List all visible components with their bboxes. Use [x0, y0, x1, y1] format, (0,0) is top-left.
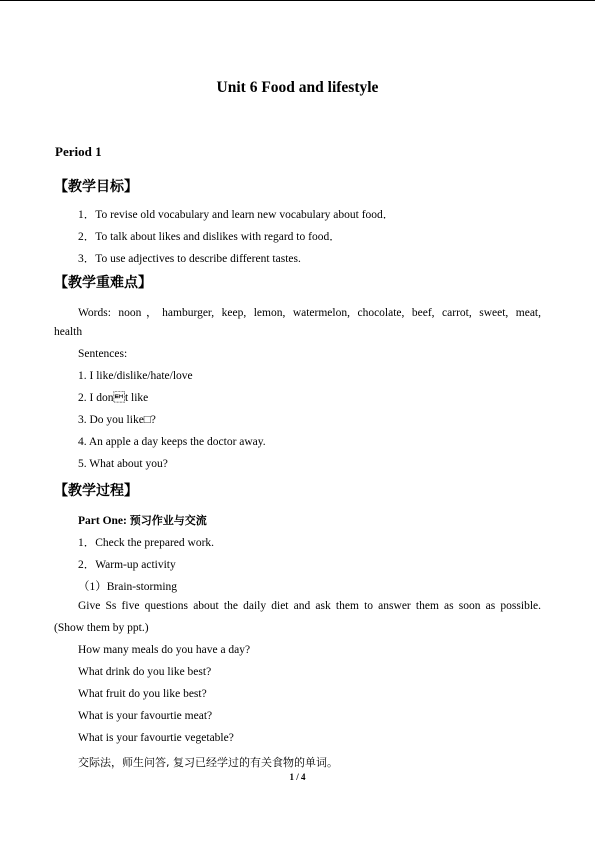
sentence-item-2: 2. I dont like: [78, 392, 149, 404]
objective-item-2: 2．To talk about likes and dislikes with regard to food．: [78, 231, 341, 243]
step-item-2: 2．Warm-up activity: [78, 559, 176, 571]
question-item-3: What fruit do you like best?: [78, 688, 207, 700]
objective-item-1: 1．To revise old vocabulary and learn new vocabulary about food．: [78, 209, 395, 221]
activity-paragraph-continued: (Show them by ppt.): [54, 622, 149, 634]
objective-item-3: 3．To use adjectives to describe different tastes.: [78, 253, 301, 265]
step-item-3: （1）Brain-storming: [78, 581, 178, 593]
words-line-continued: health: [54, 326, 83, 338]
sentence-item-1: 1. I like/dislike/hate/love: [78, 370, 193, 382]
period-heading: Period 1: [55, 144, 102, 159]
sentence-item-5: 5. What about you?: [78, 458, 168, 470]
closing-note: 交际法，师生问答, 复习已经学过的有关食物的单词。: [78, 756, 338, 769]
part-one-title: 预习作业与交流: [129, 514, 207, 527]
question-item-5: What is your favourtie vegetable?: [78, 732, 234, 744]
section-heading-process: 【教学过程】: [54, 483, 138, 499]
sentence-item-4: 4. An apple a day keeps the doctor away.: [78, 436, 266, 448]
question-item-2: What drink do you like best?: [78, 666, 212, 678]
sentences-label: Sentences:: [78, 348, 128, 360]
section-heading-key-points: 【教学重难点】: [54, 275, 152, 291]
document-title: Unit 6 Food and lifestyle: [216, 79, 379, 96]
words-line: Words: noon，hamburger, keep, lemon, watermelon, chocolate, beef, carrot, sweet, meat,: [78, 307, 541, 319]
question-item-1: How many meals do you have a day?: [78, 644, 251, 656]
section-heading-objectives: 【教学目标】: [54, 179, 138, 195]
activity-paragraph: Give Ss five questions about the daily diet and ask them to answer them as soon as possible.: [78, 600, 541, 612]
part-one-heading: [78, 512, 207, 528]
part-one-label: Part One:: [78, 515, 127, 527]
step-item-1: 1．Check the prepared work.: [78, 537, 215, 549]
question-item-4: What is your favourtie meat?: [78, 710, 213, 722]
sentence-item-3: 3. Do you like□?: [78, 414, 156, 426]
page-number: 1 / 4: [289, 772, 306, 782]
